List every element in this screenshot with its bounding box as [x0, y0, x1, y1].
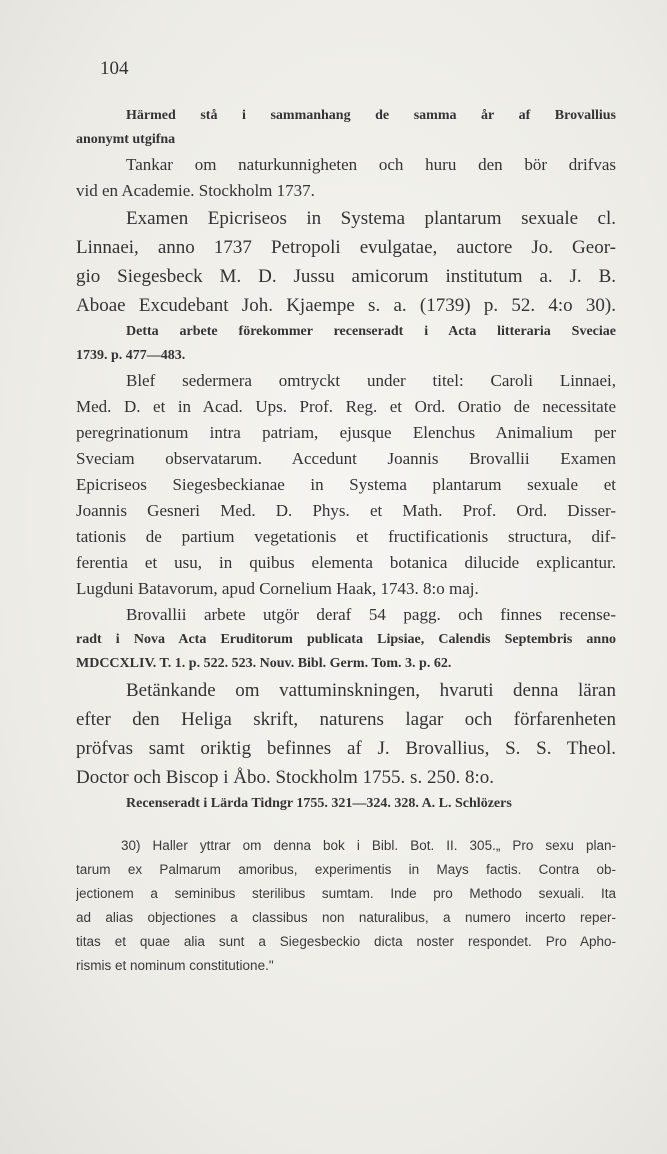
- text-line: efter den Heliga skrift, naturens lagar och förfarenheten: [76, 709, 616, 730]
- text-line: Brovallii arbete utgör deraf 54 pagg. och finnes recense-: [126, 605, 616, 624]
- text-line: Linnaei, anno 1737 Petropoli evulgatae, auctore Jo. Geor-: [76, 237, 616, 258]
- text-line: Examen Epicriseos in Systema plantarum sexuale cl.: [126, 208, 616, 229]
- footnote-line: 30) Haller yttrar om denna bok i Bibl. Bot. II. 305.„ Pro sexu plan-: [121, 838, 616, 853]
- footnote-line: rismis et nominum constitutione.": [76, 958, 274, 973]
- text-line: Tankar om naturkunnigheten och huru den bör drifvas: [126, 155, 616, 174]
- footnote-line: titas et quae alia sunt a Siegesbeckio dicta noster respondet. Pro Apho-: [76, 934, 616, 949]
- body-text: [76, 104, 616, 978]
- footnote-line: jectionem a seminibus sterilibus sumtam. Inde pro Methodo sexuali. Ita: [76, 886, 616, 901]
- text-line: pröfvas samt oriktig befinnes af J. Brovallius, S. S. Theol.: [76, 738, 616, 759]
- text-line: peregrinationum intra patriam, ejusque Elenchus Animalium per: [76, 423, 616, 442]
- text-line: 1739. p. 477—483.: [76, 348, 186, 363]
- text-line: radt i Nova Acta Eruditorum publicata Lipsiae, Calendis Septembris anno: [76, 632, 616, 647]
- text-line: Med. D. et in Acad. Ups. Prof. Reg. et Ord. Oratio de necessitate: [76, 397, 616, 416]
- text-line: Detta arbete förekommer recenseradt i Acta litteraria Sveciae: [126, 324, 616, 339]
- text-line: Recenseradt i Lärda Tidngr 1755. 321—324. 328. A. L. Schlözers: [126, 796, 512, 811]
- footnote-block: [76, 834, 616, 978]
- text-line: Aboae Excudebant Joh. Kjaempe s. a. (1739) p. 52. 4:o 30).: [76, 295, 616, 316]
- text-line: ferentia et usu, in quibus elementa botanica dilucide explicantur.: [76, 553, 616, 572]
- page-number: 104: [100, 58, 129, 79]
- text-line: Betänkande om vattuminskningen, hvaruti denna läran: [126, 680, 616, 701]
- text-line: Epicriseos Siegesbeckianae in Systema plantarum sexuale et: [76, 475, 616, 494]
- text-line: vid en Academie. Stockholm 1737.: [76, 181, 315, 200]
- text-line: Sveciam observatarum. Accedunt Joannis Brovallii Examen: [76, 449, 616, 468]
- text-line: Doctor och Biscop i Åbo. Stockholm 1755. s. 250. 8:o.: [76, 767, 494, 788]
- text-line: Blef sedermera omtryckt under titel: Caroli Linnaei,: [126, 371, 616, 390]
- text-line: Joannis Gesneri Med. D. Phys. et Math. Prof. Ord. Disser-: [76, 501, 616, 520]
- text-line: gio Siegesbeck M. D. Jussu amicorum institutum a. J. B.: [76, 266, 616, 287]
- text-line: MDCCXLIV. T. 1. p. 522. 523. Nouv. Bibl. Germ. Tom. 3. p. 62.: [76, 656, 452, 671]
- footnote-line: ad alias objectiones a classibus non naturalibus, a numero incerto reper-: [76, 910, 616, 925]
- text-line: anonymt utgifna: [76, 132, 176, 147]
- text-line: Lugduni Batavorum, apud Cornelium Haak, 1743. 8:o maj.: [76, 579, 479, 598]
- main-text-block: [76, 104, 616, 816]
- text-line: Härmed stå i sammanhang de samma år af Brovallius: [126, 108, 616, 123]
- footnote-line: tarum ex Palmarum amoribus, experimentis in Mays factis. Contra ob-: [76, 862, 616, 877]
- text-line: tationis de partium vegetationis et fructificationis structura, dif-: [76, 527, 616, 546]
